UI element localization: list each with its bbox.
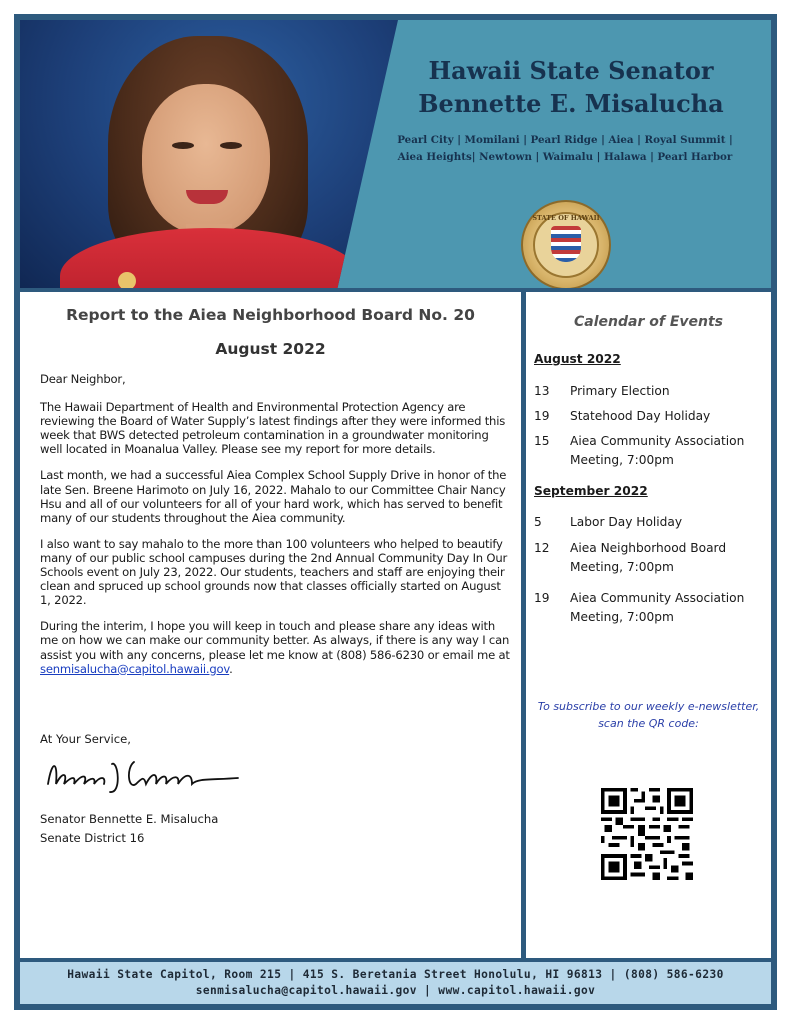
event-day: 15 xyxy=(534,434,550,448)
event-text: Statehood Day Holiday xyxy=(570,409,711,423)
event-day: 19 xyxy=(534,409,550,423)
event-text: Aiea Neighborhood Board Meeting, 7:00pm xyxy=(570,541,727,574)
event-text: Primary Election xyxy=(570,384,670,398)
event-day: 13 xyxy=(534,384,550,398)
paragraph-water-contamination: The Hawaii Department of Health and Environmental Protection Agency are reviewing the Board of Water Supply’s latest findings after they were informed this week that BWS detected petroleum contamination in a groundwater monitoring well located in Moanalua Valley. Please see my report for more details. xyxy=(40,400,506,457)
portrait-eye-left xyxy=(172,142,194,149)
event-text: Aiea Community Association Meeting, 7:00pm xyxy=(570,591,745,624)
state-seal-icon xyxy=(521,200,611,288)
subscribe-line2: scan the QR code: xyxy=(598,717,699,730)
signature-icon xyxy=(42,754,242,798)
senator-title xyxy=(406,54,736,120)
greeting: Dear Neighbor, xyxy=(40,372,126,386)
senator-title-line1: Hawaii State Senator xyxy=(428,56,714,85)
report-title: Report to the Aiea Neighborhood Board No. 20 xyxy=(66,306,475,324)
event-text: Aiea Community Association Meeting, 7:00pm xyxy=(570,434,745,467)
contact-end: . xyxy=(229,661,233,676)
event-day: 5 xyxy=(534,515,542,529)
seal-text: STATE OF HAWAII xyxy=(532,214,600,222)
seal-shield xyxy=(551,226,581,262)
paragraph-contact xyxy=(40,619,510,675)
sign-off: At Your Service, xyxy=(40,732,131,746)
footer xyxy=(20,962,771,1004)
footer-address: Hawaii State Capitol, Room 215 | 415 S. Beretania Street Honolulu, HI 96813 | (808) 586-6230 xyxy=(67,968,724,981)
paragraph-school-supply-drive: Last month, we had a successful Aiea Complex School Supply Drive in honor of the late Sen. Breene Harimoto on July 16, 2022. Mahalo to our Committee Chair Nancy Hsu and all of our volunteers for all of your hard work, which has served to benefit many of our students throughout the Aiea community. xyxy=(40,468,507,525)
senator-portrait xyxy=(20,20,398,288)
report-panel xyxy=(20,292,521,958)
qr-code-icon[interactable] xyxy=(601,788,693,880)
header-banner xyxy=(20,20,771,288)
portrait-pin xyxy=(118,272,136,288)
event-text: Labor Day Holiday xyxy=(570,515,683,529)
portrait-face xyxy=(142,84,270,234)
portrait-eye-right xyxy=(220,142,242,149)
district-list-line2: Aiea Heights| Newtown | Waimalu | Halawa | Pearl Harbor xyxy=(397,151,733,163)
subscribe-line1: To subscribe to our weekly e-newsletter, xyxy=(537,700,760,713)
calendar-panel xyxy=(526,292,771,958)
portrait-jacket xyxy=(60,228,360,288)
event-day: 12 xyxy=(534,541,550,555)
paragraph-community-day: I also want to say mahalo to the more than 100 volunteers who helped to beautify many of our public school campuses during the 2nd Annual Community Day In Our Schools event on July 23, 2022. Our students, teachers and staff are enjoying their clean and spruced up school grounds now that classes officially started on August 1, 2022. xyxy=(40,536,508,608)
calendar-title: Calendar of Events xyxy=(574,314,723,330)
report-body xyxy=(40,372,510,688)
email-link[interactable]: senmisalucha@capitol.hawaii.gov xyxy=(40,661,230,676)
district-list-line1: Pearl City | Momilani | Pearl Ridge | Aiea | Royal Summit | xyxy=(397,134,733,146)
contact-text: During the interim, I hope you will keep in touch and please share any ideas with me on how we can make our community better. As always, if there is any way I can assist you with any concerns, please let me know at (808) 586-6230 or email me at xyxy=(40,619,510,662)
event-day: 19 xyxy=(534,591,550,605)
district-list xyxy=(375,132,755,166)
month-heading-september: September 2022 xyxy=(534,484,648,498)
subscribe-note xyxy=(526,698,771,732)
month-heading-august: August 2022 xyxy=(534,352,621,366)
senator-title-line2: Bennette E. Misalucha xyxy=(418,89,724,118)
footer-contact[interactable]: senmisalucha@capitol.hawaii.gov | www.capitol.hawaii.gov xyxy=(195,984,596,997)
signer-district: Senate District 16 xyxy=(40,831,145,845)
signer-name: Senator Bennette E. Misalucha xyxy=(40,812,219,826)
report-date: August 2022 xyxy=(215,340,326,358)
signer-block xyxy=(40,810,218,848)
